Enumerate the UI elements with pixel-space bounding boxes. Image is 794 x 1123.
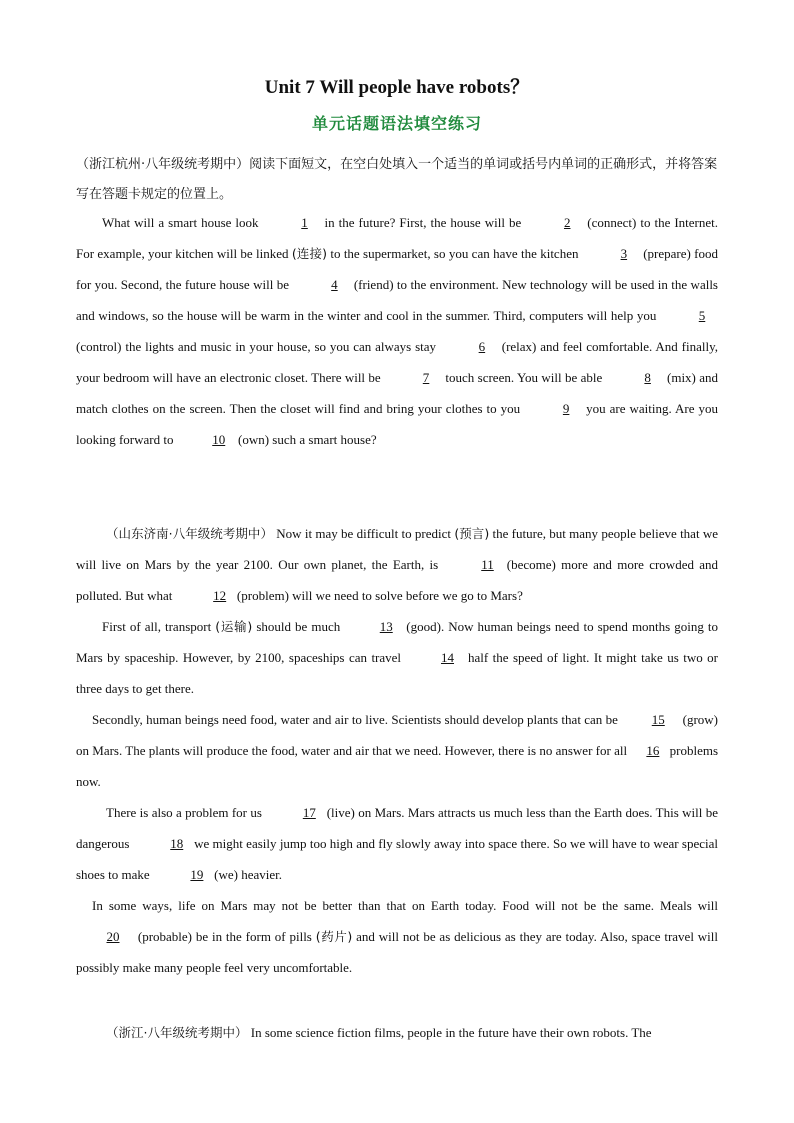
passage-2-paragraph-5: In some ways, life on Mars may not be better than that on Earth today. Food will not be the same. Meals will 20 (probable) be in the form of pills (药片) and will not be as delicious as they are today. Also, space travel will possibly make many people feel very uncomfortable. [76, 898, 719, 975]
blank-4[interactable]: 4 [331, 277, 338, 292]
source-label: （浙江·八年级统考期中） [106, 1025, 248, 1040]
page-title: Unit 7 Will people have robots？ [264, 77, 530, 98]
passage-1 [76, 207, 718, 455]
blank-10[interactable]: 10 [212, 432, 226, 447]
blank-20[interactable]: 20 [106, 929, 120, 944]
page-subtitle: 单元话题语法填空练习 [311, 114, 482, 133]
blank-1[interactable]: 1 [301, 215, 308, 230]
passage-2-paragraph-4: There is also a problem for us 17 (live) on Mars. Mars attracts us much less than the Earth does. This will be dangerous 18 we might easily jump too high and fly slowly away into space there. So we will have to wear special shoes to make 19 (we) heavier. [76, 797, 718, 890]
passage-3-paragraph-1: （浙江·八年级统考期中） In some science fiction films, people in the future have their own robots. The [106, 1025, 652, 1040]
blank-16[interactable]: 16 [646, 743, 660, 758]
blank-15[interactable]: 15 [651, 712, 665, 727]
instruction-text: （浙江杭州·八年级统考期中）阅读下面短文，在空白处填入一个适当的单词或括号内单词的正确形式，并将答案写在答题卡规定的位置上。 [76, 157, 718, 202]
passage-1-paragraph: What will a smart house look 1 in the future? First, the house will be 2 (connect) to the Internet. For example, your kitchen will be linked (连接) to the supermarket, so you can have the kitchen 3 (prepare) food for you. Second, the future house will be 4 (friend) to the environment. New technology will be used in the walls and windows, so the house will be warm in the winter and cool in the summer. Third, computers will help you 5 (control) the lights and music in your house, so you can always stay 6 (relax) and feel comfortable. And finally, your bedroom will have an electronic closet. There will be 7 touch screen. You will be able 8 (mix) and match clothes on the screen. Then the closet will find and bring your clothes to you 9 you are waiting. Are you looking forward to 10 (own) such a smart house? [76, 207, 718, 455]
blank-12[interactable]: 12 [213, 588, 227, 603]
blank-3[interactable]: 3 [620, 246, 628, 261]
blank-2[interactable]: 2 [563, 215, 571, 230]
blank-14[interactable]: 14 [441, 650, 455, 665]
blank-11[interactable]: 11 [481, 557, 494, 572]
blank-18[interactable]: 18 [170, 836, 184, 851]
blank-19[interactable]: 19 [190, 867, 204, 882]
blank-8[interactable]: 8 [644, 370, 651, 385]
blank-17[interactable]: 17 [302, 805, 316, 820]
blank-5[interactable]: 5 [698, 308, 706, 323]
blank-13[interactable]: 13 [379, 619, 393, 634]
blank-6[interactable]: 6 [478, 339, 486, 354]
source-label: （山东济南·八年级统考期中） [106, 526, 273, 541]
passage-2-paragraph-2: First of all, transport (运输) should be much 13 (good). Now human beings need to spend months going to Mars by spaceship. However, by 2100, spaceships can travel 14 half the speed of light. It might take us two or three days to get there. [76, 611, 718, 704]
passage-2 [76, 518, 718, 983]
passage-2-paragraph-1: （山东济南·八年级统考期中） Now it may be difficult to predict (预言) the future, but many people believe that we will live on Mars by the year 2100. Our own planet, the Earth, is 11 (become) more and more crowded and polluted. But what 12 (problem) will we need to solve before we go to Mars? [76, 518, 718, 611]
passage-2-paragraph-3: Secondly, human beings need food, water and air to live. Scientists should develop plants that can be 15 (grow) on Mars. The plants will produce the food, water and air that we need. However, there is no answer for all 16 problems now. [76, 704, 718, 797]
blank-7[interactable]: 7 [422, 370, 430, 385]
blank-9[interactable]: 9 [562, 401, 570, 416]
passage-3 [76, 1017, 718, 1048]
